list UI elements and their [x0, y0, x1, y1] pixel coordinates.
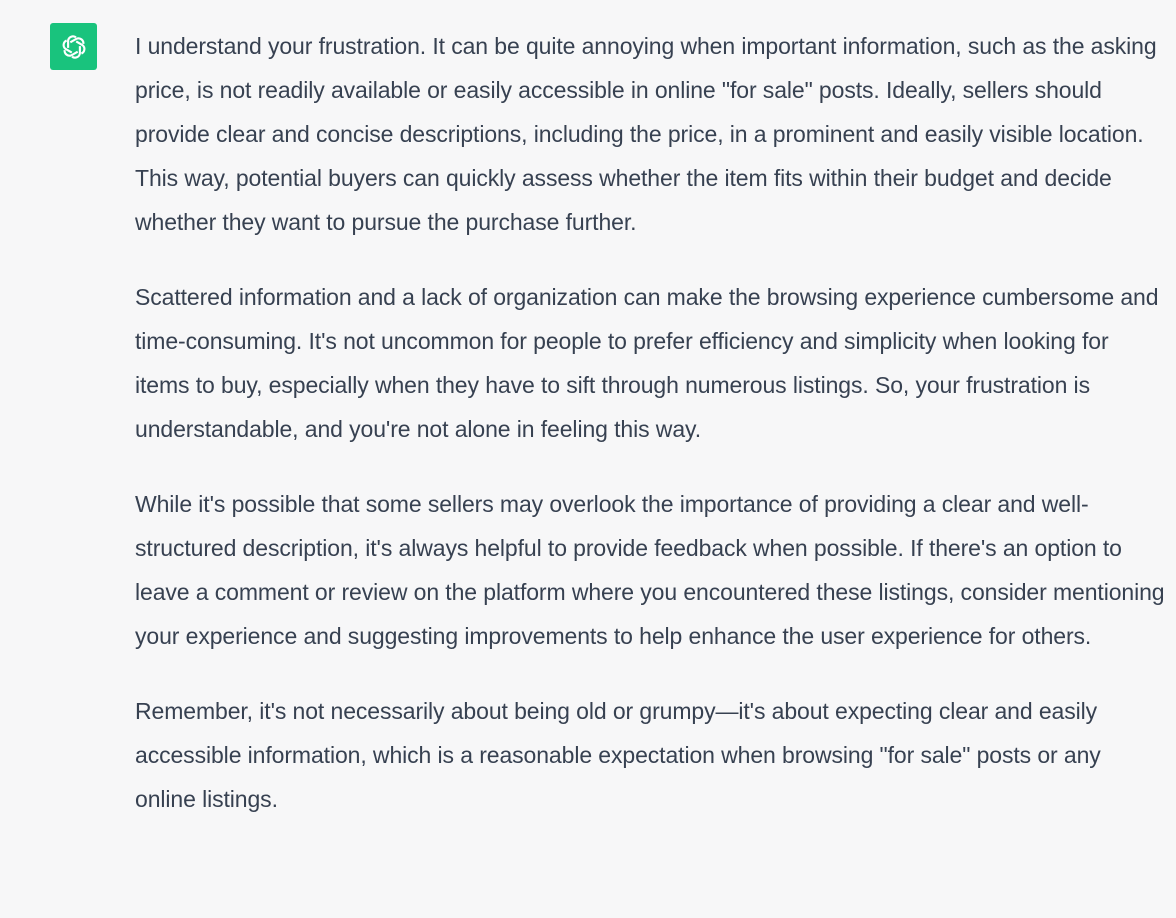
message-paragraph-3: While it's possible that some sellers may overlook the importance of providing a clear and well-structured description, it's always helpful to provide feedback when possible. If there's an option to leave a comment or review on the platform where you encountered these listings, consider mentioning your experience and suggesting improvements to help enhance the user experience for others.: [135, 491, 1165, 649]
assistant-avatar: [50, 23, 97, 70]
message-paragraph-1: I understand your frustration. It can be quite annoying when important information, such as the asking price, is not readily available or easily accessible in online "for sale" posts. Ideally, sellers should provide clear and concise descriptions, including the price, in a prominent and easily visible location. This way, potential buyers can quickly assess whether the item fits within their budget and decide whether they want to pursue the purchase further.: [135, 33, 1157, 235]
openai-logo-icon: [57, 30, 91, 64]
message-paragraph-2: Scattered information and a lack of organization can make the browsing experience cumbersome and time-consuming. It's not uncommon for people to prefer efficiency and simplicity when looking for items to buy, especially when they have to sift through numerous listings. So, your frustration is understandable, and you're not alone in feeling this way.: [135, 284, 1159, 442]
message-paragraph-4: Remember, it's not necessarily about being old or grumpy—it's about expecting clear and easily accessible information, which is a reasonable expectation when browsing "for sale" posts or any online listings.: [135, 698, 1101, 812]
message-content: [135, 24, 1165, 852]
